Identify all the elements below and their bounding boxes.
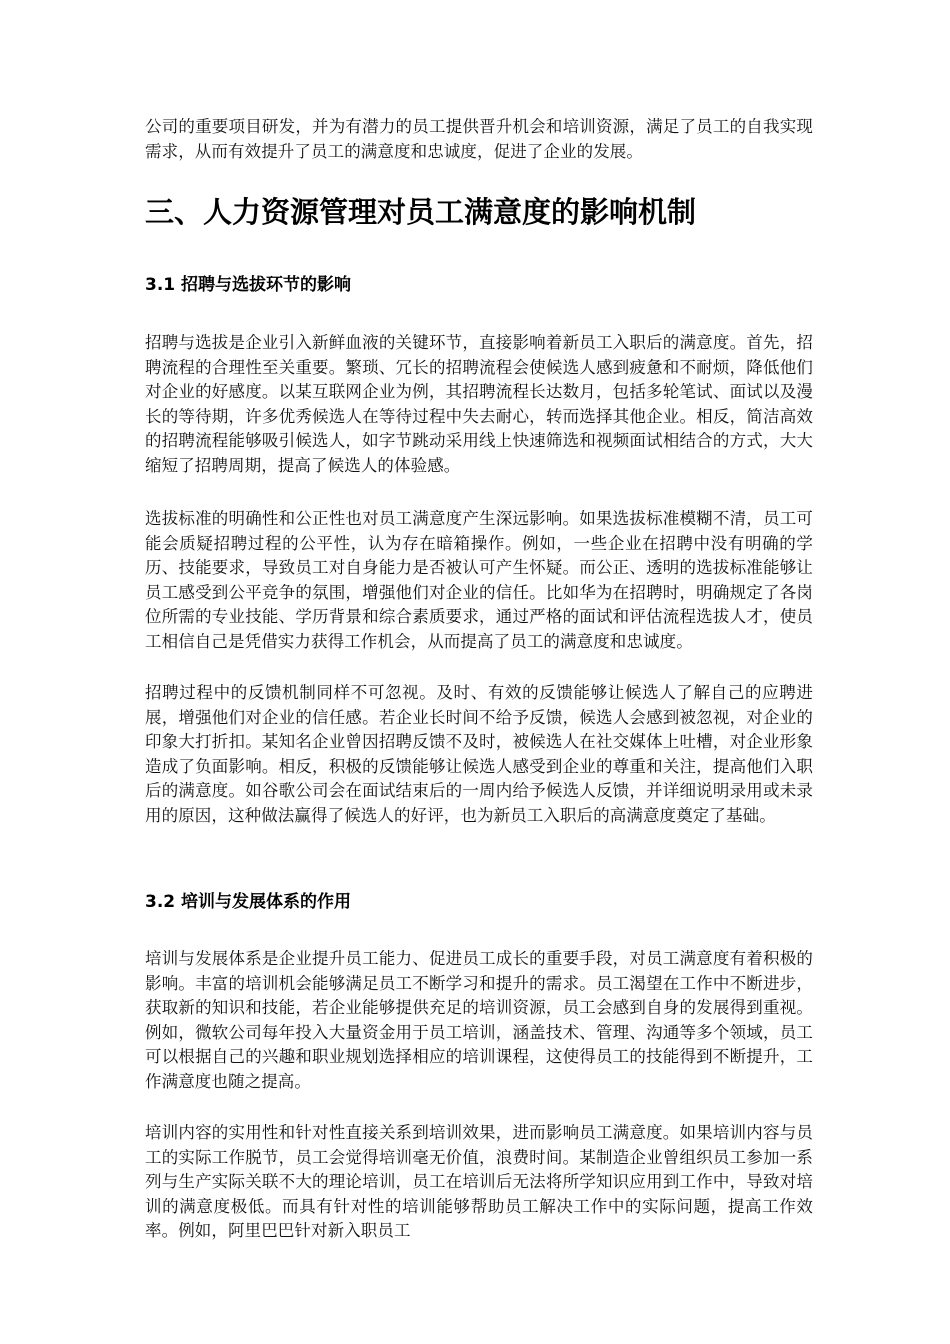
section-3-2-paragraph-2: 培训内容的实用性和针对性直接关系到培训效果，进而影响员工满意度。如果培训内容与员工的实际工作脱节，员工会觉得培训毫无价值，浪费时间。某制造企业曾组织员工参加一系列与生产实际关联不大的理论培训，员工在培训后无法将所学知识应用到工作中，导致对培训的满意度极低。而具有针对性的培训能够帮助员工解决工作中的实际问题，提高工作效率。例如，阿里巴巴针对新入职员工 [145, 1123, 813, 1240]
section-heading-3-1: 3.1 招聘与选拔环节的影响 [145, 275, 352, 295]
section-3-1-paragraph-3: 招聘过程中的反馈机制同样不可忽视。及时、有效的反馈能够让候选人了解自己的应聘进展，增强他们对企业的信任感。若企业长时间不给予反馈，候选人会感到被忽视，对企业的印象大打折扣。某知名企业曾因招聘反馈不及时，被候选人在社交媒体上吐槽，对企业形象造成了负面影响。相反，积极的反馈能够让候选人感受到企业的尊重和关注，提高他们入职后的满意度。如谷歌公司会在面试结束后的一周内给予候选人反馈，并详细说明录用或未录用的原因，这种做法赢得了候选人的好评，也为新员工入职后的高满意度奠定了基础。 [145, 683, 813, 825]
chapter-title: 三、人力资源管理对员工满意度的影响机制 [145, 195, 697, 229]
section-heading-3-2: 3.2 培训与发展体系的作用 [145, 892, 352, 912]
intro-paragraph: 公司的重要项目研发，并为有潜力的员工提供晋升机会和培训资源，满足了员工的自我实现需求，从而有效提升了员工的满意度和忠诚度，促进了企业的发展。 [145, 117, 813, 161]
section-3-1-paragraph-1: 招聘与选拔是企业引入新鲜血液的关键环节，直接影响着新员工入职后的满意度。首先，招聘流程的合理性至关重要。繁琐、冗长的招聘流程会使候选人感到疲惫和不耐烦，降低他们对企业的好感度。以某互联网企业为例，其招聘流程长达数月，包括多轮笔试、面试以及漫长的等待期，许多优秀候选人在等待过程中失去耐心，转而选择其他企业。相反，简洁高效的招聘流程能够吸引候选人，如字节跳动采用线上快速筛选和视频面试相结合的方式，大大缩短了招聘周期，提高了候选人的体验感。 [145, 333, 813, 475]
section-3-1-paragraph-2: 选拔标准的明确性和公正性也对员工满意度产生深远影响。如果选拔标准模糊不清，员工可能会质疑招聘过程的公平性，认为存在暗箱操作。例如，一些企业在招聘中没有明确的学历、技能要求，导致员工对自身能力是否被认可产生怀疑。而公正、透明的选拔标准能够让员工感受到公平竞争的氛围，增强他们对企业的信任。比如华为在招聘时，明确规定了各岗位所需的专业技能、学历背景和综合素质要求，通过严格的面试和评估流程选拔人才，使员工相信自己是凭借实力获得工作机会，从而提高了员工的满意度和忠诚度。 [145, 509, 813, 651]
section-3-2-paragraph-1: 培训与发展体系是企业提升员工能力、促进员工成长的重要手段，对员工满意度有着积极的影响。丰富的培训机会能够满足员工不断学习和提升的需求。员工渴望在工作中不断进步，获取新的知识和技能，若企业能够提供充足的培训资源，员工会感到自身的发展得到重视。例如，微软公司每年投入大量资金用于员工培训，涵盖技术、管理、沟通等多个领域，员工可以根据自己的兴趣和职业规划选择相应的培训课程，这使得员工的技能得到不断提升，工作满意度也随之提高。 [145, 949, 813, 1091]
